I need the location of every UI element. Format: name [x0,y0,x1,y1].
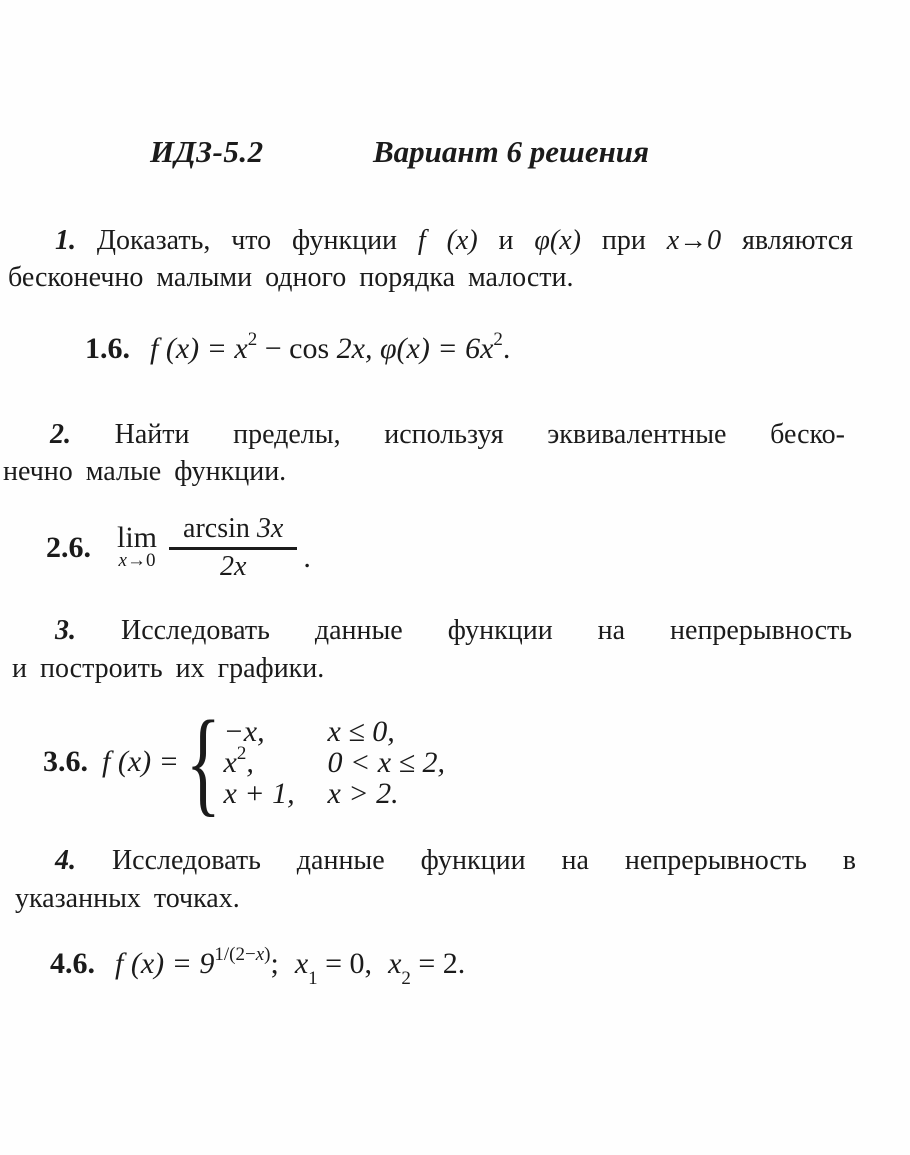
math-x: x [223,745,237,779]
math-phi-of-x: φ(x) [534,225,581,256]
item-2-6 [46,514,311,582]
item-4-6 [50,944,466,989]
math-exponent: 2 [247,329,258,350]
problem-1-line-1 [55,223,853,259]
math-3x: 3x [249,513,284,544]
math-equals-zero: = 0, [317,947,373,980]
math-subscript: 2 [401,968,411,989]
case-expression: x + 1, [223,776,295,810]
problem-3-line-2: и построить их графики. [12,653,325,684]
math-x: x [255,944,265,965]
piecewise-brace: { [185,696,221,827]
math-comma: , [246,745,254,779]
problem-4-line-2: указанных точках. [15,883,240,914]
variant-title: Вариант 6 решения [373,134,650,169]
case-row [224,716,446,747]
case-condition: 0 < x ≤ 2, [327,745,446,779]
problem-3-number: 3. [55,615,76,646]
math-minus: − [257,332,290,365]
limit-subscript [119,551,156,571]
math-exponent: 2 [236,742,247,764]
item-1-6 [85,329,511,366]
math-arcsin: arcsin [183,513,250,544]
problem-4-text: Исследовать данные функции на непрерывность в [111,845,857,876]
fraction [169,514,297,582]
item-3-6 [43,696,446,827]
math-period: . [303,541,311,574]
math-subscript: 1 [308,968,318,989]
math-x-tends-to-zero: x→0 [666,225,722,256]
math-lhs: f (x) = 9 [115,947,215,980]
assignment-code: ИДЗ-5.2 [150,134,264,169]
case-expression: −x, [223,714,265,748]
exp-part: 1/(2− [214,944,256,965]
math-semicolon: ; [270,947,279,980]
problem-1-text: Доказать, что функции [96,225,398,256]
item-1-6-label: 1.6. [85,332,130,365]
math-exponent [214,944,270,965]
lim-text: lim [117,521,158,554]
math-cos: cos [289,332,330,365]
problem-2-line-1 [50,417,845,453]
math-f-of-x: f (x) [417,225,478,256]
problem-1-text: и [498,225,514,256]
problem-1-line-2: бесконечно малыми одного порядка малости. [8,262,574,293]
case-row [223,742,446,779]
case-condition: x > 2. [327,776,399,810]
problem-2-line-2: нечно малые функции. [3,456,287,487]
piecewise-cases [224,716,446,809]
exp-part: ) [264,944,271,965]
math-lhs: f (x) = x [150,332,248,365]
math-f-of-x-equals: f (x) = [102,745,179,779]
problem-1-number: 1. [55,225,76,256]
math-2x: 2x [219,551,247,582]
math-period: . [502,332,511,365]
problem-3-text: Исследовать данные функции на непрерывность [120,615,852,646]
problem-1-text: являются [742,225,854,256]
math-argument: 2x, [329,332,380,365]
case-condition: x ≤ 0, [327,714,395,748]
fraction-denominator [169,547,297,582]
limit-operator [117,521,158,571]
problem-2-text: Найти пределы, используя эквивалентные беско- [114,419,845,450]
math-exponent: 2 [493,329,503,350]
case-row [224,778,446,809]
fraction-numerator [169,514,297,547]
problem-3-line-1 [55,613,852,649]
problem-2-number: 2. [50,419,71,450]
problem-1-text: при [601,225,646,256]
item-2-6-label: 2.6. [46,531,91,564]
item-3-6-label: 3.6. [43,745,88,779]
math-x: x [118,550,127,571]
math-phi-equals: φ(x) = 6x [379,332,494,365]
arrow-to-zero: →0 [126,550,156,571]
math-x2: x [388,947,402,980]
problem-4-line-1 [55,843,856,879]
case-expression [223,742,328,779]
item-4-6-label: 4.6. [50,947,95,980]
problem-4-number: 4. [55,845,76,876]
math-equals-two: = 2. [410,947,466,980]
math-x1: x [294,947,309,980]
